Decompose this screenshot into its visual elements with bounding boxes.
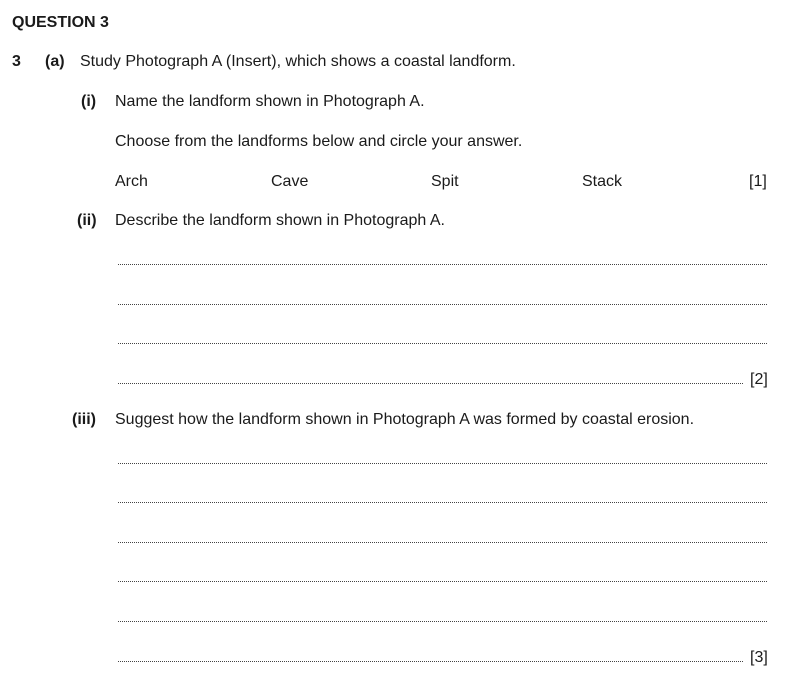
sub-ii-marks: [2] bbox=[750, 371, 768, 388]
sub-iii-marks: [3] bbox=[750, 649, 768, 666]
answer-line[interactable] bbox=[118, 502, 767, 503]
sub-ii-label: (ii) bbox=[77, 212, 97, 229]
option-stack[interactable]: Stack bbox=[582, 173, 623, 190]
option-cave[interactable]: Cave bbox=[271, 173, 309, 190]
sub-i-instruction: Choose from the landforms below and circle your answer. bbox=[115, 133, 523, 150]
option-spit[interactable]: Spit bbox=[431, 173, 459, 190]
answer-line[interactable] bbox=[118, 542, 767, 543]
answer-line[interactable] bbox=[118, 304, 767, 305]
sub-ii-prompt: Describe the landform shown in Photograph A. bbox=[115, 212, 445, 229]
part-a-intro: Study Photograph A (Insert), which shows a coastal landform. bbox=[80, 53, 516, 70]
answer-line[interactable] bbox=[118, 383, 743, 384]
answer-line[interactable] bbox=[118, 264, 767, 265]
option-arch[interactable]: Arch bbox=[115, 173, 148, 190]
answer-line[interactable] bbox=[118, 581, 767, 582]
answer-line[interactable] bbox=[118, 621, 767, 622]
sub-iii-prompt: Suggest how the landform shown in Photograph A was formed by coastal erosion. bbox=[115, 411, 695, 428]
sub-i-label: (i) bbox=[81, 93, 97, 110]
sub-i-prompt: Name the landform shown in Photograph A. bbox=[115, 93, 425, 110]
answer-line[interactable] bbox=[118, 343, 767, 344]
sub-i-marks: [1] bbox=[749, 173, 767, 190]
answer-line[interactable] bbox=[118, 661, 743, 662]
question-number: 3 bbox=[12, 53, 21, 70]
part-a-label: (a) bbox=[45, 53, 65, 70]
sub-iii-label: (iii) bbox=[72, 411, 96, 428]
answer-line[interactable] bbox=[118, 463, 767, 464]
question-heading: QUESTION 3 bbox=[12, 14, 109, 31]
